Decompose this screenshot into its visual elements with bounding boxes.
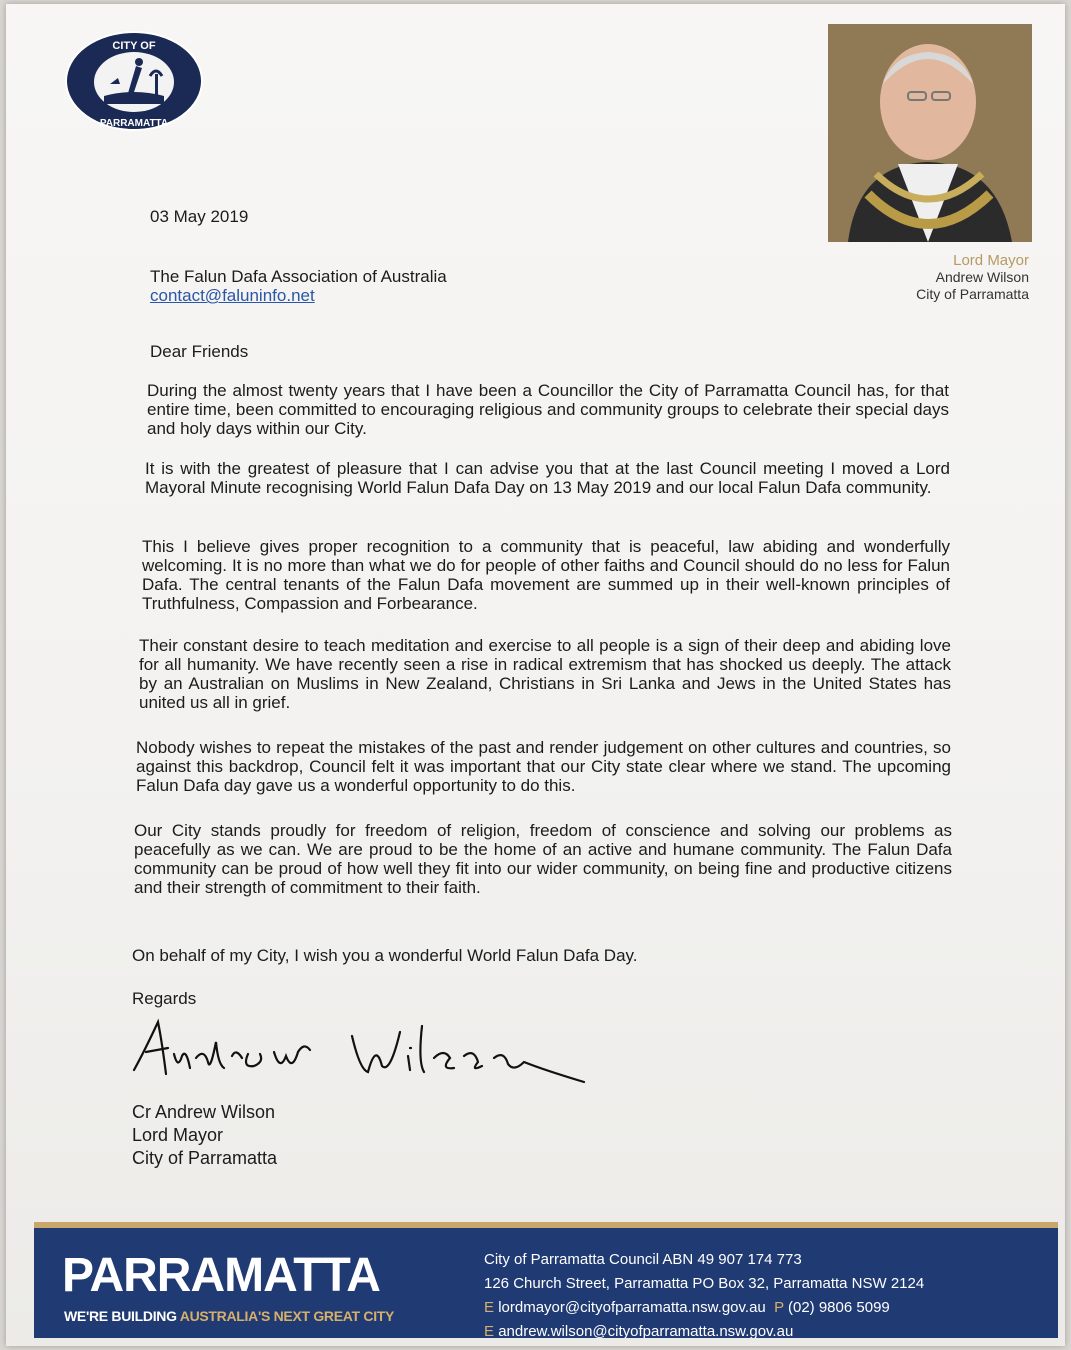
paragraph-6: Our City stands proudly for freedom of religion, freedom of conscience and solving our problems as peacefully as we can. We are proud to be the home of an active and humane community. The Falun Dafa community can be proud of how well they fit into our wider community, on being fine and productive citizens and their strength of commitment to their faith. [134,821,952,897]
salutation: Dear Friends [150,342,249,361]
email2-label: E [484,1323,495,1338]
footer-email2-link[interactable]: andrew.wilson@cityofparramatta.nsw.gov.au [498,1323,794,1338]
regards: Regards [132,989,197,1008]
paragraph-4: Their constant desire to teach meditation and exercise to all people is a sign of their deep and abiding love for all humanity. We have recently seen a rise in radical extremism that has shocked us deeply. The attack by an Australian on Muslims in New Zealand, Christians in Sri Lanka and Jews in the United States has united us all in grief. [139,636,951,712]
mayor-portrait [828,24,1032,242]
signer-name: Cr Andrew Wilson [132,1102,276,1122]
phone-label: P [774,1299,784,1316]
footer-banner [34,1222,1058,1338]
footer-phone: (02) 9806 5099 [788,1299,890,1316]
contact-line-2 [484,1320,924,1338]
closing-line: On behalf of my City, I wish you a wonderful World Falun Dafa Day. [132,946,638,965]
footer-email-link[interactable]: lordmayor@cityofparramatta.nsw.gov.au [498,1299,766,1316]
tagline-gold: AUSTRALIA'S NEXT GREAT CITY [179,1308,395,1324]
seal-text-bottom: PARRAMATTA [99,118,169,129]
seal-text-top: CITY OF [112,40,156,52]
city-seal-logo [64,30,204,132]
recipient-email-link[interactable]: contact@faluninfo.net [150,286,315,305]
email-label: E [484,1299,495,1316]
mayor-role: Lord Mayor [953,252,1029,269]
mayor-caption [916,252,1029,303]
handwritten-signature [124,1012,594,1104]
signer-block [132,1101,277,1170]
addressee-block [150,267,447,305]
signer-city: City of Parramatta [132,1148,278,1168]
tagline-white: WE'RE BUILDING [64,1308,180,1324]
letter-date: 03 May 2019 [150,207,249,226]
footer-tagline [64,1308,394,1324]
footer-contact [484,1248,924,1338]
paragraph-1: During the almost twenty years that I have been a Councillor the City of Parramatta Council has, for that entire time, been committed to encouraging religious and community groups to celebrate their special days and holy days within our City. [147,381,949,438]
council-line: City of Parramatta Council ABN 49 907 174 773 [484,1251,802,1268]
address-line: 126 Church Street, Parramatta PO Box 32, Parramatta NSW 2124 [484,1275,925,1292]
contact-line [484,1296,924,1320]
mayor-city: City of Parramatta [916,286,1029,302]
paragraph-2: It is with the greatest of pleasure that I can advise you that at the last Council meeting I moved a Lord Mayoral Minute recognising World Falun Dafa Day on 13 May 2019 and our local Falun Dafa community. [145,459,950,497]
footer-brand: PARRAMATTA [62,1249,380,1302]
signer-title: Lord Mayor [132,1125,224,1145]
recipient-name: The Falun Dafa Association of Australia [150,267,447,286]
paragraph-3: This I believe gives proper recognition to a community that is peaceful, law abiding and wonderfully welcoming. It is no more than what we do for people of other faiths and Council should do no less for Falun Dafa. The central tenants of the Falun Dafa movement are summed up in their well-known principles of Truthfulness, Compassion and Forbearance. [142,537,950,613]
mayor-name: Andrew Wilson [935,269,1029,285]
paragraph-5: Nobody wishes to repeat the mistakes of the past and render judgement on other cultures and countries, so against this backdrop, Council felt it was important that our City state clear where we stand. The upcoming Falun Dafa day gave us a wonderful opportunity to do this. [136,738,951,795]
letter-sheet [6,4,1065,1346]
